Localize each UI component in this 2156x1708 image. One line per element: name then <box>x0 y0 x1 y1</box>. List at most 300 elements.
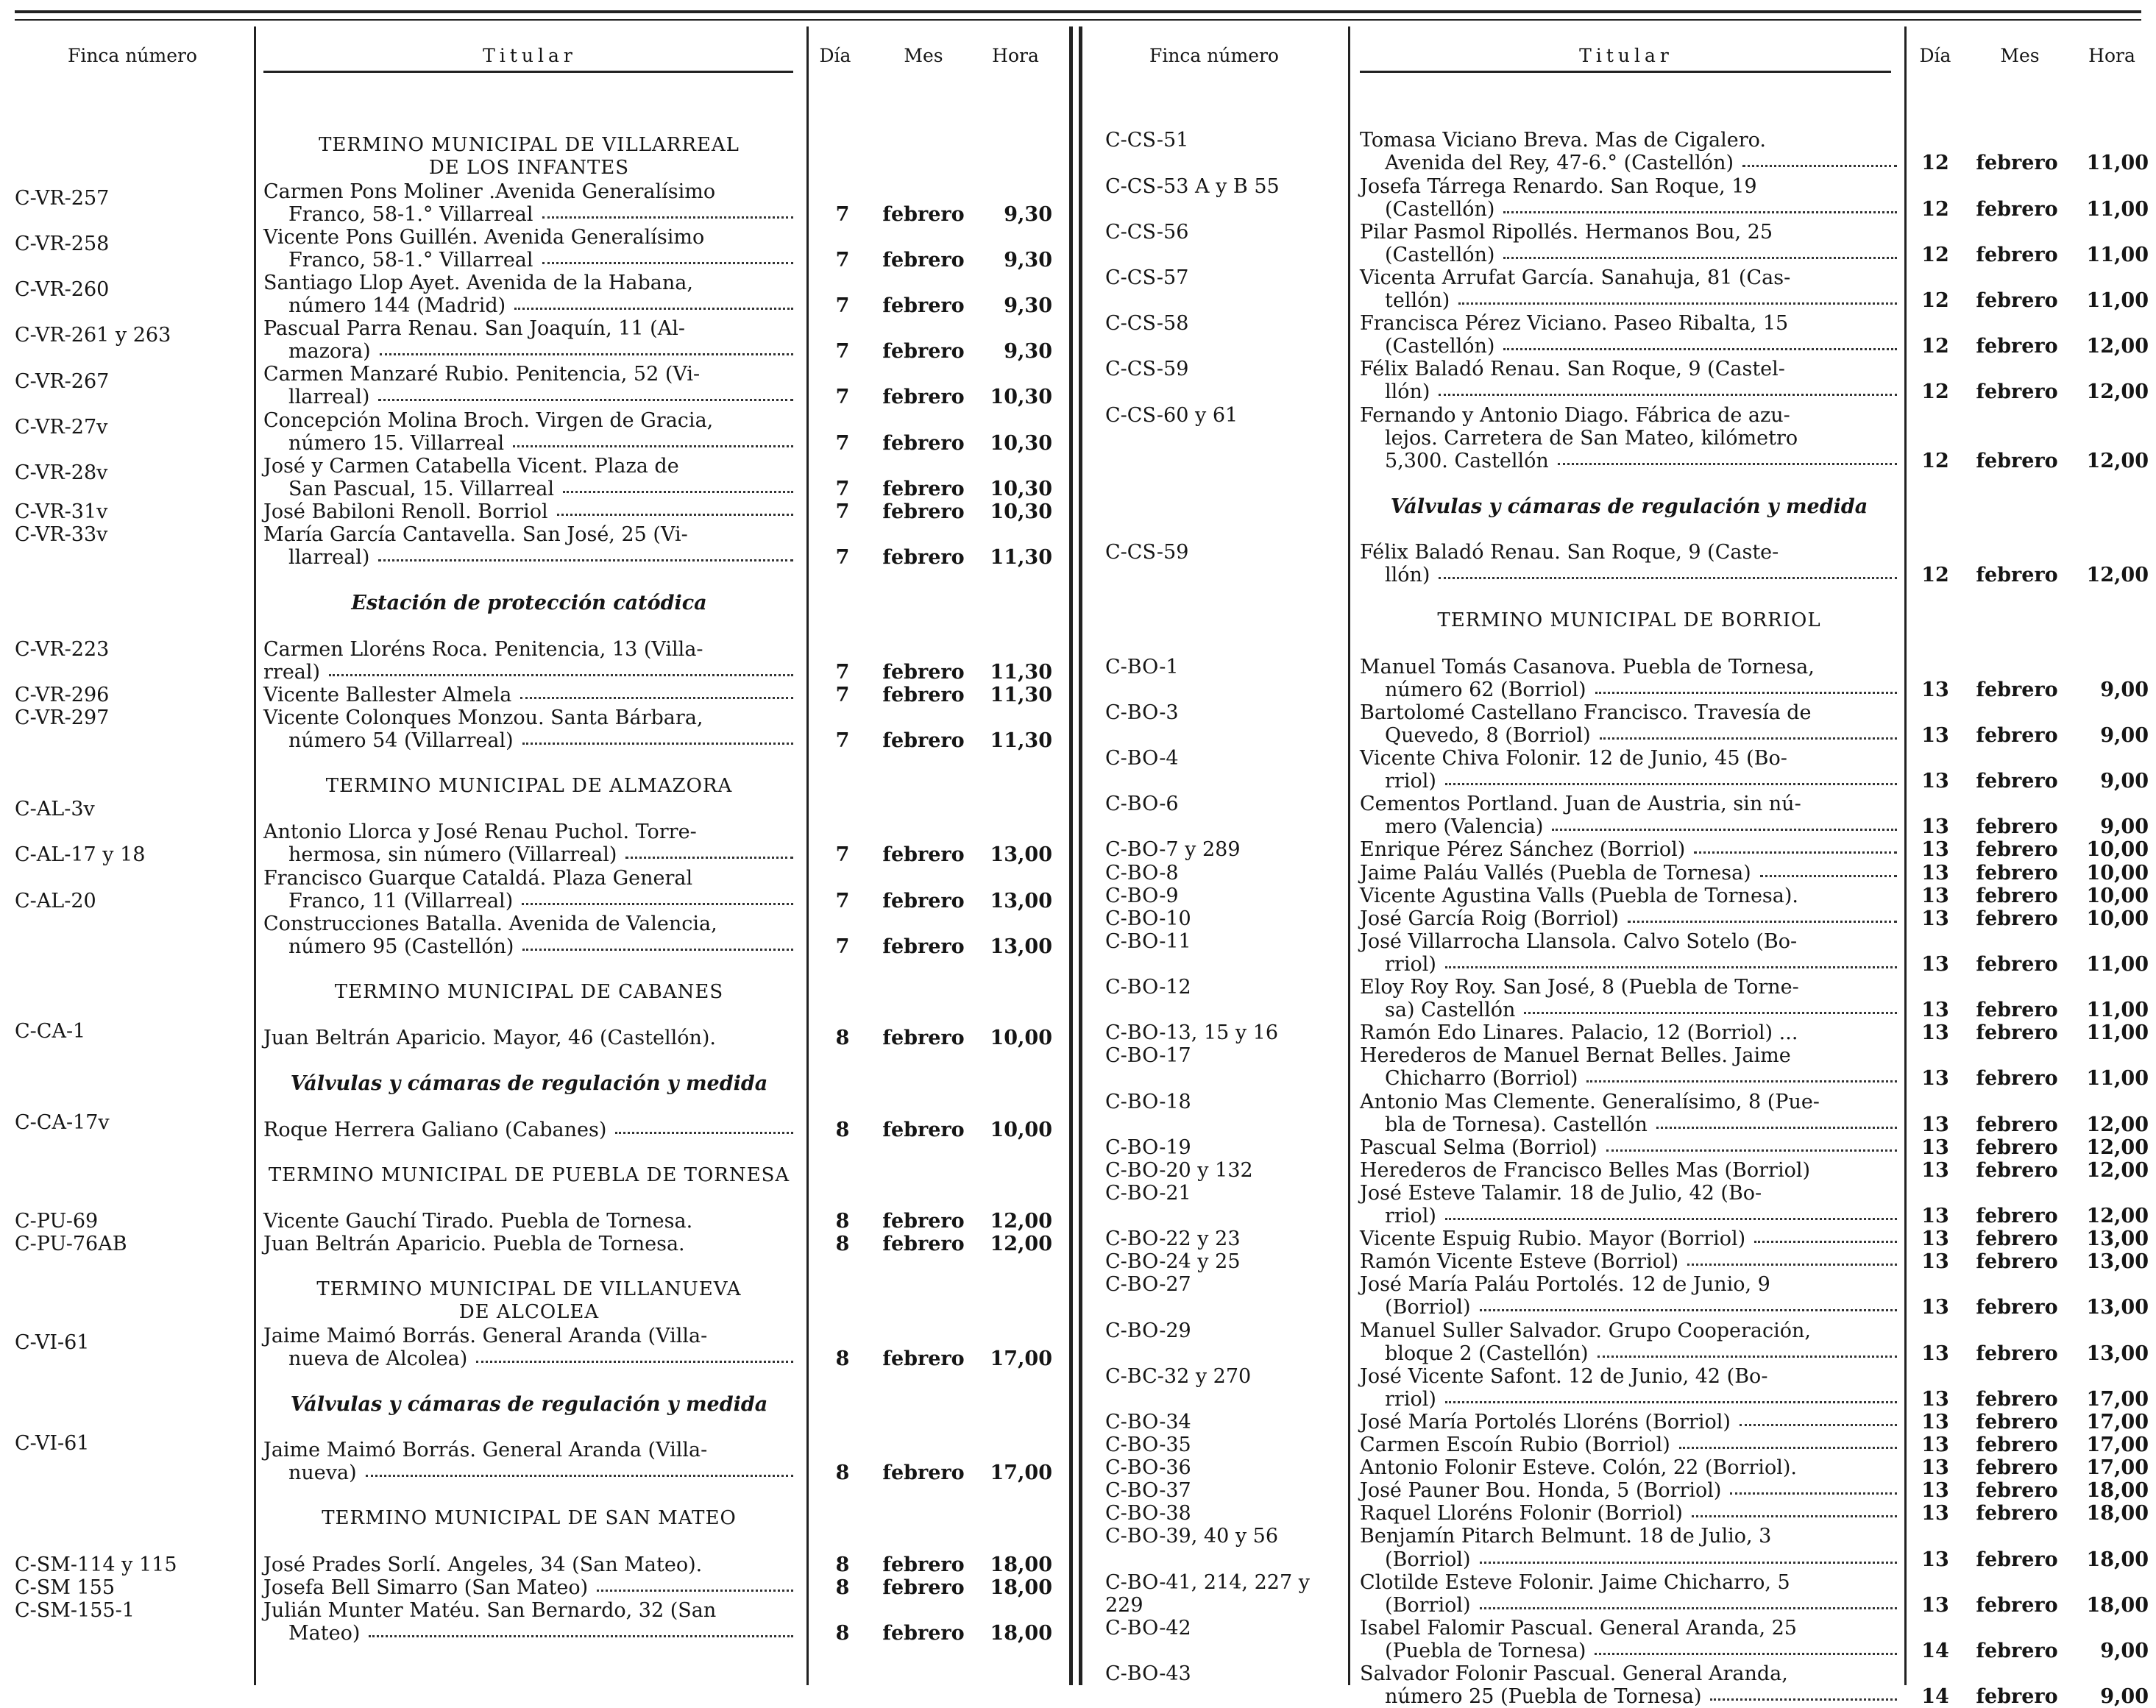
finca-number: C-AL-17 y 18 <box>15 843 146 867</box>
hour-value: 17,00 <box>2086 1434 2149 1456</box>
day-value: 7 <box>835 889 850 913</box>
titular-line <box>1360 770 1898 793</box>
titular-text: Roque Herrera Galiano (Cabanes) <box>263 1118 607 1141</box>
titular-line <box>1360 129 1898 152</box>
titular-line <box>1360 1434 1898 1456</box>
header-underline <box>1360 71 1891 73</box>
hour-value: 9,30 <box>1004 340 1052 364</box>
hour-value: 12,00 <box>2086 449 2149 472</box>
dot-leader <box>366 1461 793 1477</box>
titular-text: José Esteve Talamir. 18 de Julio, 42 (Bo- <box>1360 1181 1762 1205</box>
finca-number: C-BO-10 <box>1105 907 1191 930</box>
finca-number: C-BO-34 <box>1105 1410 1191 1434</box>
month-value: febrero <box>1976 289 2058 312</box>
month-value: febrero <box>882 935 965 958</box>
finca-number: C-BO-38 <box>1105 1502 1191 1525</box>
day-value: 13 <box>1921 1250 1949 1274</box>
titular-line <box>1360 1548 1898 1571</box>
titular-line <box>1360 221 1898 244</box>
hour-value: 9,00 <box>2100 723 2149 747</box>
day-value: 13 <box>1921 1135 1949 1159</box>
dot-leader <box>1558 450 1897 465</box>
titular-text: Avenida del Rey, 47-6.° (Castellón) <box>1385 152 1734 175</box>
titular-text: Salvador Folonir Pascual. General Aranda, <box>1360 1662 1788 1685</box>
finca-number: C-CS-59 <box>1105 358 1189 381</box>
day-value: 7 <box>835 500 850 523</box>
month-value: febrero <box>882 1553 965 1576</box>
hour-value: 9,00 <box>2100 1639 2149 1662</box>
header-hora: Hora <box>2088 45 2135 66</box>
titular-text: Franco, 58-1.° Villarreal <box>288 248 533 272</box>
dot-leader <box>597 1576 793 1592</box>
titular-text: Antonio Folonir Esteve. Colón, 22 (Borriol). <box>1360 1456 1797 1480</box>
day-value: 13 <box>1921 1205 1949 1227</box>
finca-number: C-BO-36 <box>1105 1456 1191 1480</box>
dot-leader <box>378 546 793 561</box>
dot-leader <box>1595 1640 1897 1655</box>
titular-line <box>1360 1113 1898 1136</box>
titular-line <box>263 684 795 706</box>
finca-number: C-SM-155-1 <box>15 1598 135 1622</box>
day-value: 8 <box>835 1347 850 1370</box>
header-mes: Mes <box>904 45 943 66</box>
titular-text: hermosa, sin número (Villarreal) <box>288 843 617 867</box>
titular-text: número 15. Villarreal <box>288 431 505 455</box>
day-value: 7 <box>835 660 850 684</box>
subsection-heading <box>263 1393 795 1416</box>
month-value: febrero <box>882 294 965 317</box>
dot-leader <box>520 684 793 699</box>
dot-leader <box>1439 564 1897 579</box>
titular-line <box>1360 1159 1898 1182</box>
titular-text: Jaime Paláu Vallés (Puebla de Tornesa) <box>1360 861 1751 885</box>
finca-number: C-BO-9 <box>1105 884 1179 907</box>
day-value: 7 <box>835 843 850 867</box>
titular-text: Francisco Guarque Cataldá. Plaza General <box>263 866 693 890</box>
dot-leader <box>380 340 793 355</box>
dot-leader <box>1445 770 1897 785</box>
titular-line <box>263 1347 795 1370</box>
hour-value: 13,00 <box>990 889 1052 913</box>
day-value: 13 <box>1921 723 1949 747</box>
day-value: 7 <box>835 477 850 500</box>
hour-value: 13,00 <box>2086 1296 2149 1319</box>
day-value: 13 <box>1921 1021 1949 1045</box>
dot-leader <box>625 843 793 859</box>
subsection-heading <box>263 592 795 614</box>
section-heading <box>263 775 795 798</box>
day-value: 8 <box>835 1210 850 1233</box>
titular-line <box>1360 815 1898 838</box>
titular-text: Franco, 58-1.° Villarreal <box>288 202 533 226</box>
titular-line <box>263 226 795 249</box>
titular-line <box>263 1119 795 1141</box>
titular-text: José María Portolés Lloréns (Borriol) <box>1360 1410 1731 1434</box>
titular-line <box>263 843 795 866</box>
dot-leader <box>329 661 793 676</box>
hour-value: 13,00 <box>2086 1250 2149 1274</box>
dot-leader <box>1503 335 1897 350</box>
finca-number: C-CS-56 <box>1105 220 1189 244</box>
day-value: 7 <box>835 683 850 706</box>
hour-value: 11,00 <box>2086 289 2149 312</box>
titular-text: Vicente Agustina Valls (Puebla de Tornesa). <box>1360 884 1798 907</box>
month-value: febrero <box>882 683 965 706</box>
finca-number: C-VI-61 <box>15 1431 90 1455</box>
finca-number: C-SM-114 y 115 <box>15 1553 177 1576</box>
hour-value: 11,30 <box>990 683 1052 706</box>
titular-line <box>1360 1319 1898 1342</box>
dot-leader <box>1503 244 1897 259</box>
day-value: 12 <box>1921 564 1949 587</box>
dot-leader <box>1595 678 1897 694</box>
titular-text: llarreal) <box>288 386 370 409</box>
titular-text: Construcciones Batalla. Avenida de Valencia, <box>263 912 717 935</box>
dot-leader <box>1445 953 1897 968</box>
hour-value: 12,00 <box>2086 564 2149 587</box>
subsection-heading <box>263 1072 795 1095</box>
finca-number: C-BO-12 <box>1105 976 1191 999</box>
hour-value: 11,00 <box>2086 243 2149 266</box>
month-value: febrero <box>882 1621 965 1645</box>
finca-number: C-BC-32 y 270 <box>1105 1364 1252 1388</box>
header-mes: Mes <box>2000 45 2040 66</box>
header-dia: Día <box>819 45 851 66</box>
titular-line <box>263 386 795 408</box>
titular-text: María García Cantavella. San José, 25 (Vi- <box>263 523 688 546</box>
month-value: febrero <box>882 889 965 913</box>
hour-value: 9,00 <box>2100 678 2149 701</box>
dot-leader <box>1742 152 1897 167</box>
dot-leader <box>1740 1411 1897 1426</box>
day-value: 13 <box>1921 1227 1949 1251</box>
titular-line <box>1360 1091 1898 1113</box>
titular-text: Chicharro (Borriol) <box>1385 1067 1578 1091</box>
day-value: 13 <box>1921 838 1949 862</box>
titular-line <box>263 1210 795 1233</box>
month-value: febrero <box>882 729 965 752</box>
titular-text: número 25 (Puebla de Tornesa) <box>1385 1685 1702 1708</box>
dot-leader <box>1687 1250 1897 1266</box>
day-value: 12 <box>1921 197 1949 221</box>
top-rule-thin <box>15 19 2141 21</box>
day-value: 7 <box>835 340 850 364</box>
titular-text: Juan Beltrán Aparicio. Mayor, 46 (Castellón). <box>263 1027 716 1050</box>
titular-line <box>263 294 795 317</box>
titular-text: Raquel Lloréns Folonir (Borriol) <box>1360 1502 1683 1525</box>
month-value: febrero <box>1976 1227 2058 1251</box>
titular-text: mazora) <box>288 340 371 364</box>
finca-number: C-BO-1 <box>1105 655 1179 678</box>
titular-text: Vicente Espuig Rubio. Mayor (Borriol) <box>1360 1227 1746 1251</box>
titular-line <box>1360 1136 1898 1159</box>
hour-value: 11,30 <box>990 729 1052 752</box>
dot-leader <box>1439 380 1897 396</box>
month-value: febrero <box>1976 1479 2058 1503</box>
dot-leader <box>522 729 793 745</box>
titular-line <box>1360 724 1898 747</box>
titular-text: Carmen Manzaré Rubio. Penitencia, 52 (Vi- <box>263 363 701 386</box>
dot-leader <box>1503 198 1897 213</box>
month-value: febrero <box>1976 1548 2058 1571</box>
titular-text: Enrique Pérez Sánchez (Borriol) <box>1360 838 1686 862</box>
titular-line <box>263 1233 795 1255</box>
titular-text: Antonio Llorca y José Renau Puchol. Torre- <box>263 821 697 844</box>
month-value: febrero <box>1976 1685 2058 1708</box>
titular-line <box>1360 244 1898 266</box>
titular-line <box>1360 1685 1898 1708</box>
titular-line <box>1360 380 1898 403</box>
finca-number: C-VR-267 <box>15 369 110 393</box>
dot-leader <box>1656 1113 1897 1129</box>
hour-value: 11,00 <box>2086 152 2149 175</box>
titular-text: Franco, 11 (Villarreal) <box>288 889 514 913</box>
day-value: 13 <box>1921 1434 1949 1456</box>
finca-number: C-BO-21 <box>1105 1181 1191 1205</box>
section-heading <box>263 1507 795 1530</box>
titular-line <box>263 1027 795 1049</box>
titular-text: Félix Baladó Renau. San Roque, 9 (Castel- <box>1360 358 1785 381</box>
day-value: 13 <box>1921 1410 1949 1434</box>
section-heading <box>263 1278 795 1301</box>
titular-line <box>1360 1044 1898 1067</box>
hour-value: 11,30 <box>990 660 1052 684</box>
month-value: febrero <box>882 248 965 272</box>
titular-text: bla de Tornesa). Castellón <box>1385 1113 1648 1136</box>
dot-leader <box>1760 862 1897 877</box>
header-underline <box>263 71 793 73</box>
day-value: 8 <box>835 1027 850 1050</box>
header-dia: Día <box>1919 45 1951 66</box>
titular-line <box>1360 564 1898 587</box>
hour-value: 9,00 <box>2100 770 2149 793</box>
titular-text: DE LOS INFANTES <box>428 157 630 180</box>
hour-value: 11,00 <box>2086 1021 2149 1045</box>
titular-line <box>263 340 795 363</box>
titular-text: José Babiloni Renoll. Borriol <box>263 500 548 523</box>
day-value: 8 <box>835 1576 850 1599</box>
titular-text: Manuel Suller Salvador. Grupo Cooperación, <box>1360 1319 1811 1342</box>
month-value: febrero <box>1976 861 2058 885</box>
month-value: febrero <box>882 431 965 455</box>
hour-value: 10,30 <box>990 431 1052 455</box>
titular-line <box>1360 656 1898 678</box>
hour-value: 17,00 <box>2086 1387 2149 1411</box>
month-value: febrero <box>1976 1639 2058 1662</box>
day-value: 8 <box>835 1118 850 1141</box>
titular-text: Herederos de Manuel Bernat Belles. Jaime <box>1360 1044 1791 1068</box>
titular-line <box>263 867 795 890</box>
month-value: febrero <box>1976 564 2058 587</box>
month-value: febrero <box>1976 1296 2058 1319</box>
day-value: 12 <box>1921 449 1949 472</box>
titular-line <box>1360 427 1898 450</box>
hour-value: 17,00 <box>990 1461 1052 1485</box>
finca-number: C-BO-29 <box>1105 1319 1191 1342</box>
hour-value: 13,00 <box>2086 1227 2149 1251</box>
hour-value: 18,00 <box>2086 1548 2149 1571</box>
titular-line <box>1360 747 1898 770</box>
titular-text: Mateo) <box>288 1621 361 1645</box>
titular-line <box>263 317 795 340</box>
finca-number: C-CS-59 <box>1105 541 1189 564</box>
titular-text: Válvulas y cámaras de regulación y medida <box>1390 495 1868 518</box>
titular-text: nueva de Alcolea) <box>288 1347 468 1370</box>
dot-leader <box>378 386 793 401</box>
titular-line <box>263 478 795 500</box>
hour-value: 12,00 <box>2086 1135 2149 1159</box>
titular-line <box>1360 1067 1898 1090</box>
hour-value: 12,00 <box>2086 335 2149 358</box>
month-value: febrero <box>1976 1502 2058 1525</box>
finca-number: C-VR-223 <box>15 637 110 661</box>
titular-text: Carmen Lloréns Roca. Penitencia, 13 (Villa- <box>263 637 703 661</box>
titular-text: llón) <box>1385 564 1430 587</box>
titular-text: Antonio Mas Clemente. Generalísimo, 8 (Pue- <box>1360 1090 1820 1113</box>
titular-text: Válvulas y cámaras de regulación y medida <box>290 1072 768 1096</box>
titular-text: Carmen Escoín Rubio (Borriol) <box>1360 1434 1670 1456</box>
titular-text: San Pascual, 15. Villarreal <box>288 477 554 500</box>
hour-value: 18,00 <box>2086 1593 2149 1617</box>
titular-line <box>1360 953 1898 976</box>
day-value: 7 <box>835 729 850 752</box>
titular-text: Pascual Selma (Borriol) <box>1360 1135 1598 1159</box>
header-titular: Titular <box>1579 45 1673 66</box>
titular-line <box>263 249 795 272</box>
month-value: febrero <box>882 1027 965 1050</box>
titular-text: Vicente Pons Guillén. Avenida Generalísimo <box>263 225 705 249</box>
finca-number: C-CS-57 <box>1105 266 1189 289</box>
day-value: 13 <box>1921 884 1949 907</box>
titular-line <box>263 1599 795 1622</box>
titular-line <box>263 546 795 569</box>
titular-text: Bartolomé Castellano Francisco. Travesía de <box>1360 701 1812 724</box>
hour-value: 18,00 <box>2086 1479 2149 1503</box>
titular-line <box>1360 152 1898 174</box>
titular-line <box>1360 1205 1898 1227</box>
titular-text: Vicente Ballester Almela <box>263 683 512 706</box>
titular-text: Benjamín Pitarch Belmunt. 18 de Julio, 3 <box>1360 1525 1772 1548</box>
titular-text: Julián Munter Matéu. San Bernardo, 32 (San <box>263 1598 717 1622</box>
titular-line <box>1360 312 1898 335</box>
finca-number: C-BO-43 <box>1105 1662 1191 1685</box>
titular-line <box>263 661 795 684</box>
titular-text: Ramón Edo Linares. Palacio, 12 (Borriol) ... <box>1360 1021 1798 1045</box>
month-value: febrero <box>1976 380 2058 404</box>
hour-value: 10,00 <box>990 1027 1052 1050</box>
hour-value: 10,30 <box>990 500 1052 523</box>
month-value: febrero <box>1976 1021 2058 1045</box>
finca-number: C-BO-17 <box>1105 1044 1191 1068</box>
titular-text: Válvulas y cámaras de regulación y medida <box>290 1392 768 1416</box>
header-finca: Finca número <box>67 45 197 66</box>
titular-line <box>1360 1250 1898 1273</box>
hour-value: 18,00 <box>2086 1502 2149 1525</box>
titular-text: rriol) <box>1385 770 1436 793</box>
titular-line <box>1360 976 1898 999</box>
month-value: febrero <box>1976 1434 2058 1456</box>
section-heading <box>263 134 795 157</box>
month-value: febrero <box>882 660 965 684</box>
day-value: 13 <box>1921 1593 1949 1617</box>
month-value: febrero <box>882 1347 965 1370</box>
titular-line <box>1360 1662 1898 1685</box>
titular-text: Pilar Pasmol Ripollés. Hermanos Bou, 25 <box>1360 220 1773 244</box>
titular-line <box>263 638 795 661</box>
dot-leader <box>542 203 793 219</box>
titular-line <box>263 1461 795 1484</box>
hour-value: 17,00 <box>990 1347 1052 1370</box>
titular-text: bloque 2 (Castellón) <box>1385 1342 1589 1365</box>
dot-leader <box>1445 1388 1897 1403</box>
titular-line <box>1360 1227 1898 1250</box>
day-value: 13 <box>1921 999 1949 1022</box>
titular-line <box>1360 1388 1898 1411</box>
titular-text: Vicente Colonques Monzou. Santa Bárbara, <box>263 706 703 729</box>
titular-line <box>263 1576 795 1599</box>
titular-line <box>263 935 795 958</box>
section-heading <box>263 1164 795 1187</box>
finca-number: C-VR-28v <box>15 461 108 485</box>
titular-text: rriol) <box>1385 1387 1436 1411</box>
titular-line <box>1360 289 1898 312</box>
month-value: febrero <box>1976 449 2058 472</box>
titular-line <box>263 913 795 935</box>
month-value: febrero <box>882 1118 965 1141</box>
month-value: febrero <box>1976 152 2058 175</box>
titular-line <box>1360 1021 1898 1044</box>
day-value: 7 <box>835 294 850 317</box>
titular-text: José Pauner Bou. Honda, 5 (Borriol) <box>1360 1479 1722 1503</box>
titular-line <box>263 1553 795 1576</box>
day-value: 7 <box>835 431 850 455</box>
dot-leader <box>1598 1342 1897 1358</box>
titular-text: José Vicente Safont. 12 de Junio, 42 (Bo- <box>1360 1364 1768 1388</box>
titular-line <box>1360 1640 1898 1662</box>
month-value: febrero <box>882 1576 965 1599</box>
dot-leader <box>1480 1548 1897 1564</box>
dot-leader <box>1552 815 1897 831</box>
dot-leader <box>1606 1136 1897 1152</box>
titular-text: Jaime Maimó Borrás. General Aranda (Villa- <box>263 1439 708 1461</box>
titular-text: Herederos de Francisco Belles Mas (Borriol) <box>1360 1158 1811 1182</box>
dot-leader <box>1730 1479 1897 1495</box>
titular-line <box>263 821 795 843</box>
day-value: 12 <box>1921 335 1949 358</box>
hour-value: 12,00 <box>2086 1205 2149 1227</box>
day-value: 8 <box>835 1233 850 1256</box>
titular-line <box>1360 1456 1898 1479</box>
hour-value: 11,00 <box>2086 197 2149 221</box>
titular-line <box>1360 838 1898 861</box>
finca-number: C-AL-3v <box>15 798 95 821</box>
finca-number: 229 <box>1105 1593 1143 1617</box>
dot-leader <box>1600 724 1897 740</box>
dot-leader <box>1679 1434 1897 1449</box>
month-value: febrero <box>1976 1067 2058 1091</box>
header-finca: Finca número <box>1149 45 1279 66</box>
titular-text: llón) <box>1385 380 1430 404</box>
month-value: febrero <box>882 340 965 364</box>
day-value: 13 <box>1921 1479 1949 1503</box>
finca-number: C-VI-61 <box>15 1330 90 1354</box>
titular-text: rreal) <box>263 660 321 684</box>
month-value: febrero <box>1976 678 2058 701</box>
titular-line <box>1360 907 1898 930</box>
hour-value: 18,00 <box>990 1621 1052 1645</box>
titular-text: Pascual Parra Renau. San Joaquín, 11 (Al- <box>263 317 685 341</box>
dot-leader <box>1692 1502 1897 1517</box>
